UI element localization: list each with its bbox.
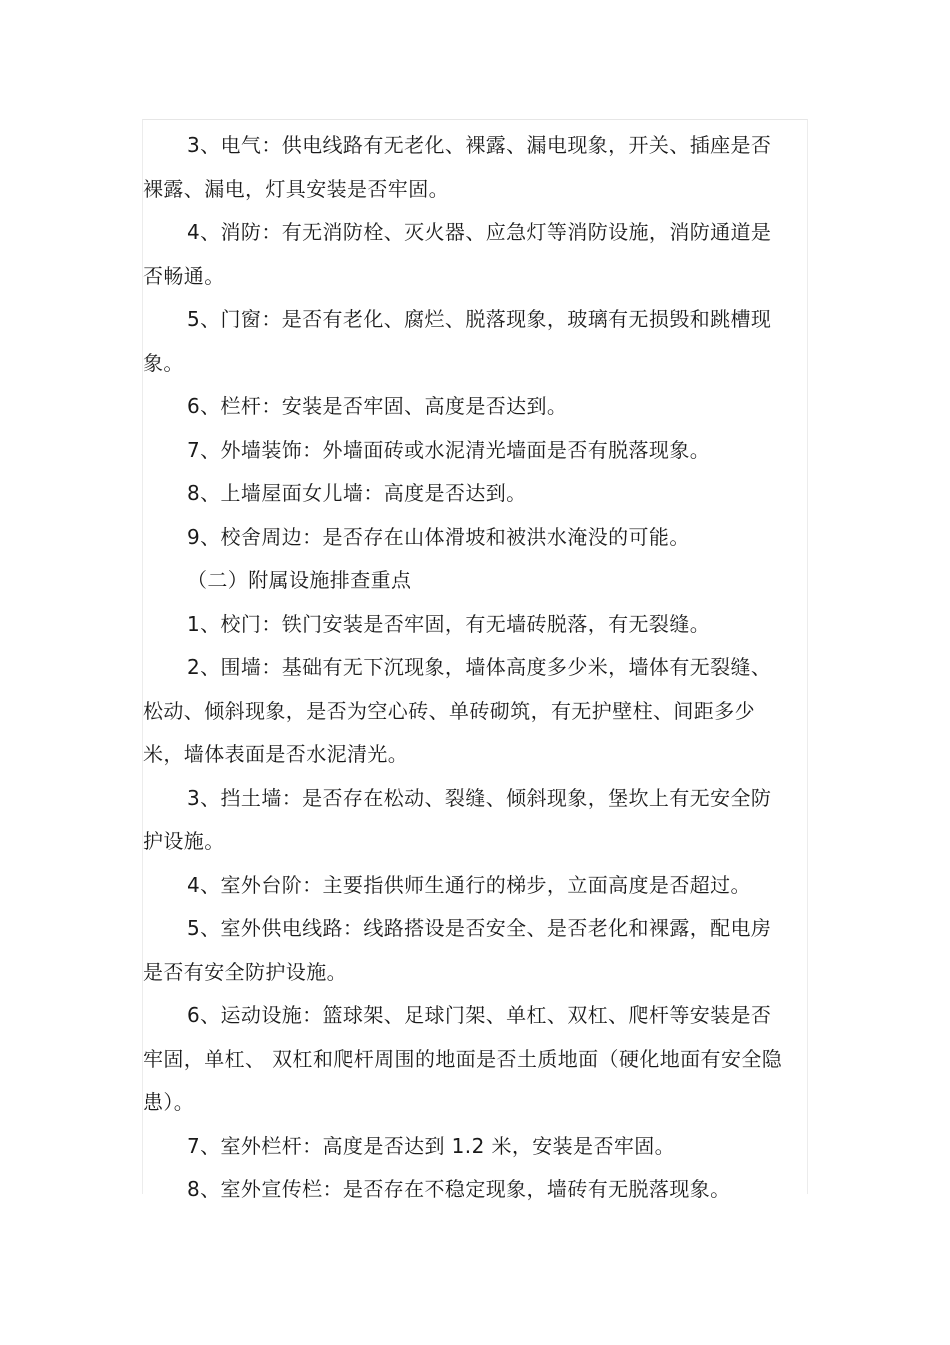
paragraph-exterior-wall: 7、外墙装饰：外墙面砖或水泥清光墙面是否有脱落现象。: [187, 437, 711, 462]
paragraph-outdoor-power-lines: 5、室外供电线路：线路搭设是否安全、是否老化和裸露，配电房是否有安全防护设施。: [143, 916, 772, 984]
paragraph-bulletin-board: 8、室外宣传栏：是否存在不稳定现象，墙砖有无脱落现象。: [187, 1177, 731, 1201]
paragraph-fire-safety: 4、消防：有无消防栓、灭火器、应急灯等消防设施，消防通道是否畅通。: [143, 220, 772, 288]
paragraph-electrical: 3、电气：供电线路有无老化、裸露、漏电现象，开关、插座是否裸露、漏电，灯具安装是否牢固。: [143, 133, 772, 201]
paragraph-school-gate: 1、校门：铁门安装是否牢固，有无墙砖脱落，有无裂缝。: [187, 611, 711, 636]
paragraph-surroundings: 9、校舍周边：是否存在山体滑坡和被洪水淹没的可能。: [187, 524, 690, 549]
paragraph-parapet: 8、上墙屋面女儿墙：高度是否达到。: [187, 481, 527, 505]
paragraph-sports-facilities: 6、运动设施：篮球架、足球门架、单杠、双杠、爬杆等安装是否牢固，单杠、 双杠和爬杆周围的地面是否土质地面（硬化地面有安全隐患）。: [143, 1003, 783, 1114]
section-heading-ancillary: （二）附属设施排查重点: [187, 568, 412, 592]
paragraph-railings: 6、栏杆：安装是否牢固、高度是否达到。: [187, 394, 568, 418]
paragraph-enclosure-wall: 2、围墙：基础有无下沉现象，墙体高度多少米，墙体有无裂缝、松动、倾斜现象，是否为空心砖、单砖砌筑，有无护壁柱、间距多少米，墙体表面是否水泥清光。: [143, 655, 772, 766]
paragraph-doors-windows: 5、门窗：是否有老化、腐烂、脱落现象，玻璃有无损毁和跳槽现象。: [143, 307, 772, 375]
paragraph-retaining-wall: 3、挡土墙：是否存在松动、裂缝、倾斜现象，堡坎上有无安全防护设施。: [143, 785, 772, 853]
paragraph-outdoor-railings: 7、室外栏杆：高度是否达到 1.2 米，安装是否牢固。: [187, 1133, 676, 1158]
paragraph-outdoor-steps: 4、室外台阶：主要指供师生通行的梯步，立面高度是否超过。: [187, 872, 751, 897]
document-body: [143, 124, 783, 1212]
